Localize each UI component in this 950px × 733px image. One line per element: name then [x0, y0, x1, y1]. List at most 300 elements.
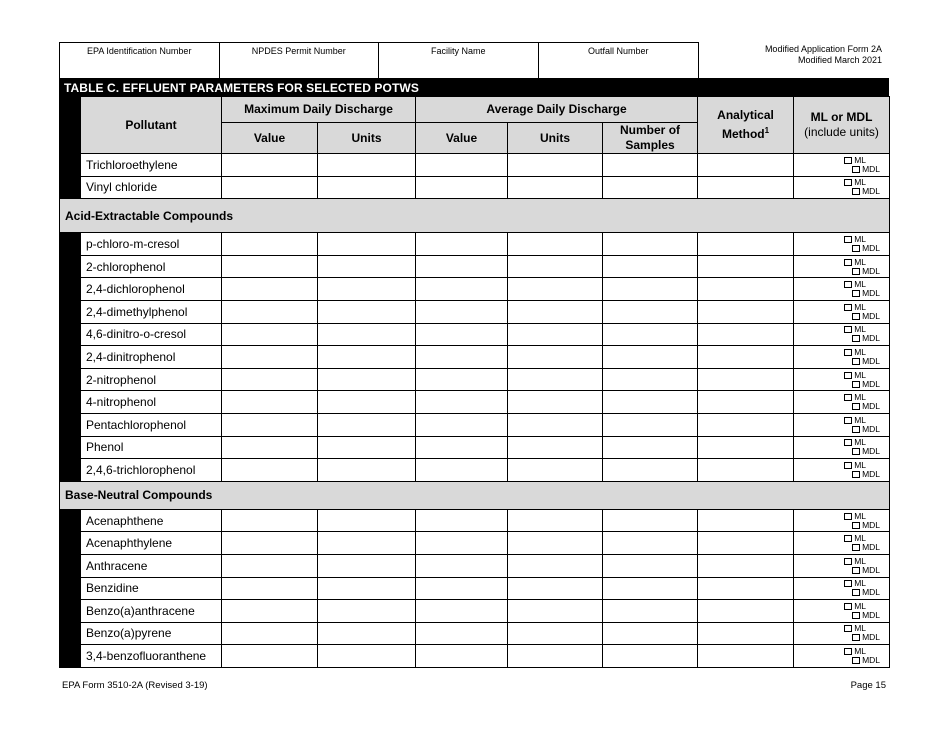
max-units-input[interactable] — [318, 600, 416, 623]
max-value-input[interactable] — [222, 509, 318, 532]
mdl-option[interactable] — [794, 611, 880, 620]
mdl-checkbox[interactable] — [852, 358, 860, 365]
form-reference — [765, 44, 882, 66]
analytical-method-input[interactable] — [698, 577, 794, 600]
avg-units-input[interactable] — [508, 368, 603, 391]
ml-label: ML — [854, 256, 867, 267]
max-value-input[interactable] — [222, 255, 318, 278]
mdl-label: MDL — [862, 468, 881, 479]
mdl-checkbox[interactable] — [852, 589, 860, 596]
max-units-input[interactable] — [318, 509, 416, 532]
mdl-option[interactable] — [794, 470, 880, 479]
pollutant-name: Acenaphthene — [81, 509, 222, 532]
ml-mdl-cell — [794, 300, 890, 323]
mdl-label: MDL — [862, 423, 881, 434]
analytical-method-input[interactable] — [698, 622, 794, 645]
max-value-input[interactable] — [222, 532, 318, 555]
number-of-samples-input[interactable] — [603, 255, 698, 278]
pollutant-name: 2-chlorophenol — [81, 255, 222, 278]
mdl-label: MDL — [862, 542, 881, 553]
mdl-label: MDL — [862, 288, 881, 299]
avg-value-input[interactable] — [416, 645, 508, 668]
header-analytical-label: Analytical — [717, 108, 774, 122]
analytical-method-input[interactable] — [698, 554, 794, 577]
npdes-permit-label: NPDES Permit Number — [251, 46, 346, 56]
analytical-method-input[interactable] — [698, 368, 794, 391]
ml-label: ML — [854, 646, 867, 657]
mdl-label: MDL — [862, 655, 881, 666]
max-units-input[interactable] — [318, 346, 416, 369]
ml-label: ML — [854, 555, 867, 566]
row-stub — [60, 622, 81, 645]
mdl-option[interactable] — [794, 656, 880, 665]
identification-row — [59, 42, 699, 78]
max-units-input[interactable] — [318, 176, 416, 199]
row-stub — [60, 391, 81, 414]
number-of-samples-input[interactable] — [603, 509, 698, 532]
ml-label: ML — [854, 533, 867, 544]
avg-value-input[interactable] — [416, 509, 508, 532]
ml-checkbox[interactable] — [844, 304, 852, 311]
ml-checkbox[interactable] — [844, 439, 852, 446]
mdl-label: MDL — [862, 333, 881, 344]
row-stub — [60, 255, 81, 278]
pollutant-name: Pentachlorophenol — [81, 413, 222, 436]
max-units-input[interactable] — [318, 233, 416, 256]
ml-mdl-cell — [794, 577, 890, 600]
avg-value-input[interactable] — [416, 391, 508, 414]
pollutant-name: Trichloroethylene — [81, 154, 222, 177]
number-of-samples-input[interactable] — [603, 391, 698, 414]
row-stub — [60, 600, 81, 623]
max-value-input[interactable] — [222, 600, 318, 623]
avg-units-input[interactable] — [508, 509, 603, 532]
mdl-checkbox[interactable] — [852, 166, 860, 173]
avg-value-input[interactable] — [416, 413, 508, 436]
mdl-option[interactable] — [794, 267, 880, 276]
form-reference-line1: Modified Application Form 2A — [764, 44, 882, 54]
mdl-checkbox[interactable] — [852, 245, 860, 252]
ml-mdl-cell — [794, 233, 890, 256]
pollutant-name: Benzo(a)anthracene — [81, 600, 222, 623]
max-value-input[interactable] — [222, 300, 318, 323]
ml-label: ML — [854, 459, 867, 470]
ml-checkbox[interactable] — [844, 513, 852, 520]
number-of-samples-input[interactable] — [603, 600, 698, 623]
avg-value-input[interactable] — [416, 300, 508, 323]
avg-units-input[interactable] — [508, 622, 603, 645]
max-units-input[interactable] — [318, 255, 416, 278]
row-stub — [60, 154, 81, 177]
max-value-input[interactable] — [222, 368, 318, 391]
analytical-method-input[interactable] — [698, 176, 794, 199]
table-row — [60, 436, 890, 459]
analytical-method-input[interactable] — [698, 300, 794, 323]
row-stub — [60, 176, 81, 199]
max-units-input[interactable] — [318, 459, 416, 482]
analytical-method-input[interactable] — [698, 255, 794, 278]
table-body — [60, 154, 890, 668]
ml-label: ML — [854, 510, 867, 521]
form-reference-line2: Modified March 2021 — [797, 55, 882, 65]
avg-units-input[interactable] — [508, 600, 603, 623]
mdl-checkbox[interactable] — [852, 522, 860, 529]
header-number-of-samples — [603, 123, 698, 154]
ml-label: ML — [854, 324, 867, 335]
analytical-method-input[interactable] — [698, 233, 794, 256]
table-row — [60, 154, 890, 177]
analytical-method-input[interactable] — [698, 436, 794, 459]
analytical-method-input[interactable] — [698, 154, 794, 177]
analytical-method-input[interactable] — [698, 600, 794, 623]
mdl-option[interactable] — [794, 425, 880, 434]
avg-value-input[interactable] — [416, 154, 508, 177]
number-of-samples-input[interactable] — [603, 436, 698, 459]
analytical-method-input[interactable] — [698, 391, 794, 414]
avg-value-input[interactable] — [416, 368, 508, 391]
avg-units-input[interactable] — [508, 554, 603, 577]
mdl-option[interactable] — [794, 633, 880, 642]
table-row — [60, 233, 890, 256]
mdl-label: MDL — [862, 446, 881, 457]
table-row — [60, 255, 890, 278]
max-units-input[interactable] — [318, 278, 416, 301]
table-row — [60, 300, 890, 323]
analytical-method-input[interactable] — [698, 278, 794, 301]
header-avg-daily: Average Daily Discharge — [416, 97, 698, 123]
ml-checkbox[interactable] — [844, 349, 852, 356]
ml-checkbox[interactable] — [844, 648, 852, 655]
analytical-method-input[interactable] — [698, 645, 794, 668]
ml-checkbox[interactable] — [844, 236, 852, 243]
avg-units-input[interactable] — [508, 300, 603, 323]
ml-mdl-cell — [794, 622, 890, 645]
number-of-samples-input[interactable] — [603, 300, 698, 323]
mdl-option[interactable] — [794, 380, 880, 389]
mdl-checkbox[interactable] — [852, 381, 860, 388]
mdl-option[interactable] — [794, 334, 880, 343]
header-method-footnote: 1 — [764, 126, 770, 135]
analytical-method-input[interactable] — [698, 323, 794, 346]
row-stub — [60, 233, 81, 256]
max-value-input[interactable] — [222, 577, 318, 600]
analytical-method-input[interactable] — [698, 459, 794, 482]
pollutant-name: 2,4-dimethylphenol — [81, 300, 222, 323]
ml-mdl-cell — [794, 600, 890, 623]
mdl-option[interactable] — [794, 165, 880, 174]
ml-checkbox[interactable] — [844, 179, 852, 186]
facility-name-field[interactable] — [379, 43, 539, 78]
max-units-input[interactable] — [318, 368, 416, 391]
mdl-checkbox[interactable] — [852, 290, 860, 297]
pollutant-name: Benzo(a)pyrene — [81, 622, 222, 645]
mdl-label: MDL — [862, 242, 881, 253]
table-row — [60, 645, 890, 668]
pollutant-name: 2,4-dichlorophenol — [81, 278, 222, 301]
form-number: EPA Form 3510-2A (Revised 3-19) — [62, 680, 208, 691]
ml-checkbox[interactable] — [844, 326, 852, 333]
ml-label: ML — [854, 437, 867, 448]
ml-mdl-cell — [794, 278, 890, 301]
max-units-input[interactable] — [318, 622, 416, 645]
ml-label: ML — [854, 279, 867, 290]
ml-mdl-cell — [794, 323, 890, 346]
ml-checkbox[interactable] — [844, 394, 852, 401]
mdl-option[interactable] — [794, 357, 880, 366]
avg-units-input[interactable] — [508, 436, 603, 459]
ml-label: ML — [854, 154, 867, 165]
ml-checkbox[interactable] — [844, 157, 852, 164]
ml-mdl-cell — [794, 391, 890, 414]
max-value-input[interactable] — [222, 233, 318, 256]
max-value-input[interactable] — [222, 391, 318, 414]
mdl-option[interactable] — [794, 521, 880, 530]
table-row — [60, 509, 890, 532]
ml-checkbox[interactable] — [844, 417, 852, 424]
mdl-option[interactable] — [794, 543, 880, 552]
avg-units-input[interactable] — [508, 391, 603, 414]
row-stub — [60, 368, 81, 391]
header-samples-label: Samples — [625, 138, 675, 152]
table-row — [60, 554, 890, 577]
ml-label: ML — [854, 578, 867, 589]
max-units-input[interactable] — [318, 413, 416, 436]
ml-label: ML — [854, 414, 867, 425]
number-of-samples-input[interactable] — [603, 645, 698, 668]
max-value-input[interactable] — [222, 323, 318, 346]
table-row — [60, 278, 890, 301]
ml-checkbox[interactable] — [844, 281, 852, 288]
mdl-checkbox[interactable] — [852, 612, 860, 619]
mdl-checkbox[interactable] — [852, 268, 860, 275]
ml-checkbox[interactable] — [844, 372, 852, 379]
pollutant-name: Benzidine — [81, 577, 222, 600]
ml-mdl-cell — [794, 509, 890, 532]
pollutant-name: 2,4,6-trichlorophenol — [81, 459, 222, 482]
max-value-input[interactable] — [222, 278, 318, 301]
mdl-label: MDL — [862, 401, 881, 412]
header-analytical-method — [698, 97, 794, 154]
mdl-label: MDL — [862, 519, 881, 530]
row-stub — [60, 532, 81, 555]
mdl-checkbox[interactable] — [852, 448, 860, 455]
ml-label: ML — [854, 600, 867, 611]
table-row — [60, 532, 890, 555]
avg-units-input[interactable] — [508, 532, 603, 555]
mdl-option[interactable] — [794, 566, 880, 575]
row-stub — [60, 278, 81, 301]
avg-units-input[interactable] — [508, 154, 603, 177]
avg-units-input[interactable] — [508, 255, 603, 278]
pollutant-name: 3,4-benzofluoranthene — [81, 645, 222, 668]
ml-mdl-cell — [794, 532, 890, 555]
avg-value-input[interactable] — [416, 459, 508, 482]
avg-units-input[interactable] — [508, 176, 603, 199]
ml-checkbox[interactable] — [844, 625, 852, 632]
ml-label: ML — [854, 392, 867, 403]
facility-name-label: Facility Name — [430, 46, 486, 56]
avg-value-input[interactable] — [416, 622, 508, 645]
max-value-input[interactable] — [222, 645, 318, 668]
number-of-samples-input[interactable] — [603, 459, 698, 482]
mdl-checkbox[interactable] — [852, 634, 860, 641]
avg-units-input[interactable] — [508, 577, 603, 600]
mdl-checkbox[interactable] — [852, 403, 860, 410]
pollutant-name: Acenaphthylene — [81, 532, 222, 555]
epa-id-field[interactable] — [60, 43, 220, 78]
ml-mdl-cell — [794, 459, 890, 482]
table-row — [60, 368, 890, 391]
mdl-label: MDL — [862, 265, 881, 276]
avg-value-input[interactable] — [416, 176, 508, 199]
avg-value-input[interactable] — [416, 577, 508, 600]
mdl-checkbox[interactable] — [852, 657, 860, 664]
mdl-checkbox[interactable] — [852, 544, 860, 551]
row-stub — [60, 346, 81, 369]
header-avg-value: Value — [416, 123, 508, 154]
number-of-samples-input[interactable] — [603, 346, 698, 369]
number-of-samples-input[interactable] — [603, 413, 698, 436]
max-value-input[interactable] — [222, 346, 318, 369]
max-units-input[interactable] — [318, 532, 416, 555]
row-stub — [60, 554, 81, 577]
number-of-samples-input[interactable] — [603, 154, 698, 177]
outfall-number-label: Outfall Number — [587, 46, 649, 56]
max-units-input[interactable] — [318, 577, 416, 600]
mdl-checkbox[interactable] — [852, 188, 860, 195]
mdl-option[interactable] — [794, 588, 880, 597]
mdl-option[interactable] — [794, 289, 880, 298]
ml-checkbox[interactable] — [844, 603, 852, 610]
number-of-samples-input[interactable] — [603, 323, 698, 346]
npdes-permit-field[interactable] — [220, 43, 380, 78]
analytical-method-input[interactable] — [698, 346, 794, 369]
section-row — [60, 481, 890, 509]
avg-units-input[interactable] — [508, 323, 603, 346]
max-value-input[interactable] — [222, 622, 318, 645]
table-row — [60, 391, 890, 414]
number-of-samples-input[interactable] — [603, 554, 698, 577]
number-of-samples-input[interactable] — [603, 532, 698, 555]
max-units-input[interactable] — [318, 323, 416, 346]
pollutant-name: 4,6-dinitro-o-cresol — [81, 323, 222, 346]
max-value-input[interactable] — [222, 413, 318, 436]
ml-checkbox[interactable] — [844, 462, 852, 469]
ml-checkbox[interactable] — [844, 259, 852, 266]
epa-id-label: EPA Identification Number — [87, 46, 192, 56]
mdl-option[interactable] — [794, 187, 880, 196]
mdl-option[interactable] — [794, 312, 880, 321]
outfall-number-field[interactable] — [539, 43, 699, 78]
analytical-method-input[interactable] — [698, 509, 794, 532]
section-title: Acid-Extractable Compounds — [60, 199, 890, 233]
pollutant-name: 4-nitrophenol — [81, 391, 222, 414]
header-max-value: Value — [222, 123, 318, 154]
mdl-option[interactable] — [794, 402, 880, 411]
avg-units-input[interactable] — [508, 233, 603, 256]
mdl-label: MDL — [862, 378, 881, 389]
mdl-label: MDL — [862, 609, 881, 620]
row-stub — [60, 509, 81, 532]
max-value-input[interactable] — [222, 154, 318, 177]
number-of-samples-input[interactable] — [603, 278, 698, 301]
max-units-input[interactable] — [318, 300, 416, 323]
header-max-units: Units — [318, 123, 416, 154]
ml-checkbox[interactable] — [844, 558, 852, 565]
mdl-checkbox[interactable] — [852, 471, 860, 478]
table-row — [60, 622, 890, 645]
avg-value-input[interactable] — [416, 436, 508, 459]
avg-value-input[interactable] — [416, 346, 508, 369]
number-of-samples-input[interactable] — [603, 176, 698, 199]
max-value-input[interactable] — [222, 176, 318, 199]
avg-value-input[interactable] — [416, 233, 508, 256]
avg-value-input[interactable] — [416, 600, 508, 623]
ml-label: ML — [854, 369, 867, 380]
mdl-option[interactable] — [794, 447, 880, 456]
max-units-input[interactable] — [318, 645, 416, 668]
ml-mdl-cell — [794, 436, 890, 459]
number-of-samples-input[interactable] — [603, 233, 698, 256]
row-stub — [60, 323, 81, 346]
table-row — [60, 346, 890, 369]
number-of-samples-input[interactable] — [603, 368, 698, 391]
header-ml-mdl — [794, 97, 890, 154]
analytical-method-input[interactable] — [698, 413, 794, 436]
number-of-samples-input[interactable] — [603, 622, 698, 645]
avg-units-input[interactable] — [508, 413, 603, 436]
avg-value-input[interactable] — [416, 278, 508, 301]
ml-label: ML — [854, 301, 867, 312]
mdl-option[interactable] — [794, 244, 880, 253]
avg-value-input[interactable] — [416, 554, 508, 577]
ml-mdl-cell — [794, 554, 890, 577]
ml-mdl-cell — [794, 413, 890, 436]
avg-units-input[interactable] — [508, 346, 603, 369]
max-value-input[interactable] — [222, 436, 318, 459]
row-stub — [60, 436, 81, 459]
avg-units-input[interactable] — [508, 278, 603, 301]
avg-value-input[interactable] — [416, 255, 508, 278]
mdl-checkbox[interactable] — [852, 335, 860, 342]
ml-mdl-cell — [794, 368, 890, 391]
table-row — [60, 600, 890, 623]
max-value-input[interactable] — [222, 459, 318, 482]
ml-checkbox[interactable] — [844, 580, 852, 587]
ml-label: ML — [854, 177, 867, 188]
ml-label: ML — [854, 346, 867, 357]
max-units-input[interactable] — [318, 391, 416, 414]
ml-checkbox[interactable] — [844, 535, 852, 542]
mdl-checkbox[interactable] — [852, 426, 860, 433]
analytical-method-input[interactable] — [698, 532, 794, 555]
section-title: Base-Neutral Compounds — [60, 481, 890, 509]
max-units-input[interactable] — [318, 554, 416, 577]
mdl-checkbox[interactable] — [852, 567, 860, 574]
number-of-samples-input[interactable] — [603, 577, 698, 600]
avg-units-input[interactable] — [508, 645, 603, 668]
max-units-input[interactable] — [318, 436, 416, 459]
mdl-label: MDL — [862, 355, 881, 366]
max-units-input[interactable] — [318, 154, 416, 177]
mdl-checkbox[interactable] — [852, 313, 860, 320]
avg-units-input[interactable] — [508, 459, 603, 482]
avg-value-input[interactable] — [416, 532, 508, 555]
avg-value-input[interactable] — [416, 323, 508, 346]
ml-mdl-cell — [794, 255, 890, 278]
header-avg-units: Units — [508, 123, 603, 154]
max-value-input[interactable] — [222, 554, 318, 577]
